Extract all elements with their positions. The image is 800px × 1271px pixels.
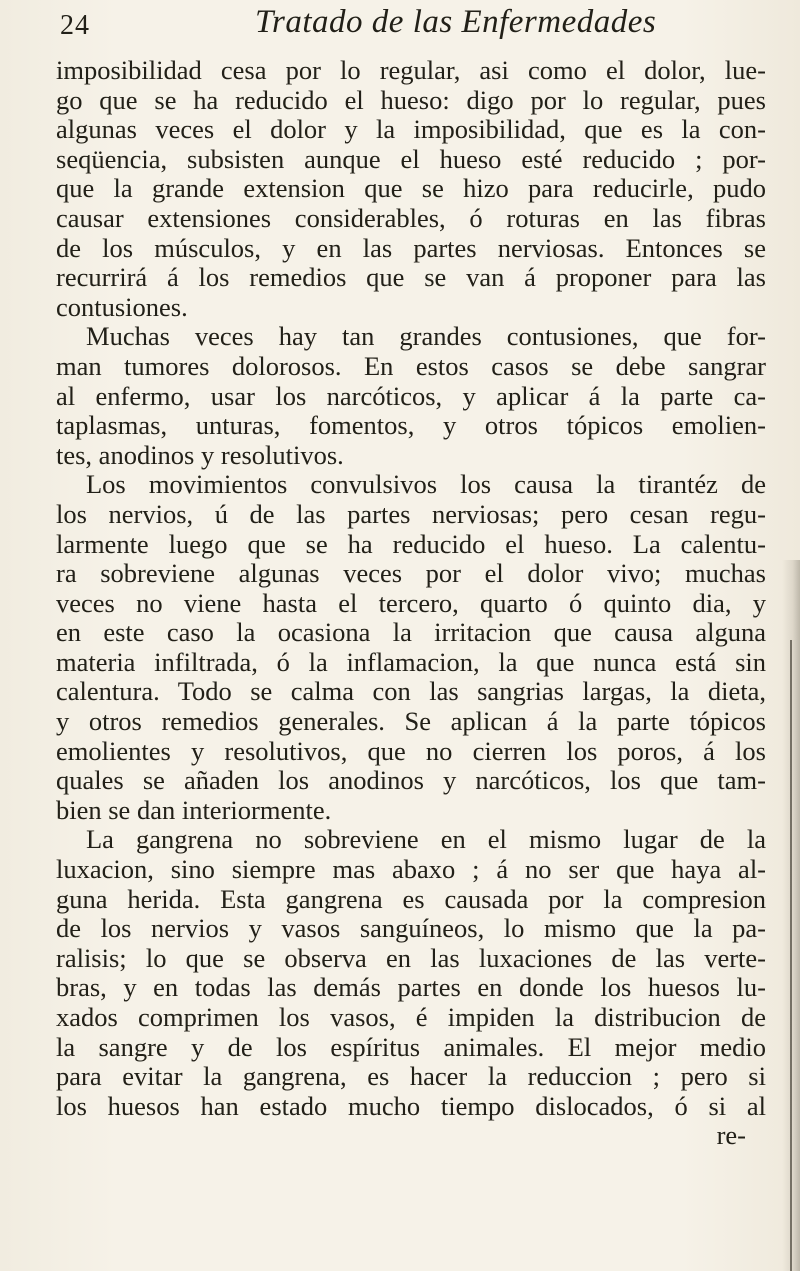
text-line: Los movimientos convulsivos los causa la tirantéz de (86, 469, 766, 500)
text-line: taplasmas, unturas, fomentos, y otros tópicos emolien- (56, 410, 766, 441)
catchword: re- (716, 1120, 746, 1151)
text-line: contusiones. (56, 291, 188, 322)
running-title: Tratado de las Enfermedades (255, 4, 657, 40)
body-text (56, 56, 766, 1151)
text-line: larmente luego que se ha reducido el hueso. La calentu- (56, 528, 766, 559)
text-line: luxacion, sino siempre mas abaxo ; á no ser que haya al- (56, 854, 766, 885)
text-line: xados comprimen los vasos, é impiden la distribucion de (56, 1002, 766, 1032)
text-line: de los músculos, y en las partes nerviosas. Entonces se (56, 232, 766, 263)
text-line: en este caso la ocasiona la irritacion que causa alguna (56, 617, 766, 648)
text-line: emolientes y resolutivos, que no cierren los poros, á los (56, 735, 766, 766)
text-line: La gangrena no sobreviene en el mismo lugar de la (86, 824, 766, 855)
text-line: recurrirá á los remedios que se van á proponer para las (56, 262, 766, 293)
text-line: que la grande extension que se hizo para reducirle, pudo (56, 173, 766, 204)
text-line: Muchas veces hay tan grandes contusiones, que for- (86, 321, 766, 352)
text-line: la sangre y de los espíritus animales. El mejor medio (56, 1031, 766, 1062)
text-line: los nervios, ú de las partes nerviosas; pero cesan regu- (56, 498, 766, 529)
text-line: los huesos han estado mucho tiempo dislocados, ó si al (56, 1090, 766, 1121)
text-line: de los nervios y vasos sanguíneos, lo mismo que la pa- (56, 913, 766, 944)
text-line: ralisis; lo que se observa en las luxaciones de las verte- (56, 942, 766, 973)
text-line: go que se ha reducido el hueso: digo por lo regular, pues (56, 84, 766, 115)
text-line: calentura. Todo se calma con las sangrias largas, la dieta, (56, 676, 766, 707)
text-line: y otros remedios generales. Se aplican á la parte tópicos (56, 706, 766, 737)
text-line: tes, anodinos y resolutivos. (56, 439, 344, 470)
text-line: ra sobreviene algunas veces por el dolor vivo; muchas (56, 558, 766, 589)
text-line: veces no viene hasta el tercero, quarto ó quinto dia, y (56, 587, 766, 618)
text-line: man tumores dolorosos. En estos casos se debe sangrar (56, 350, 766, 381)
text-line: algunas veces el dolor y la imposibilidad, que es la con- (56, 114, 766, 145)
text-line: imposibilidad cesa por lo regular, asi como el dolor, lue- (56, 55, 766, 85)
text-line: quales se añaden los anodinos y narcóticos, los que tam- (56, 765, 766, 796)
text-line: bien se dan interiormente. (56, 794, 332, 825)
page-number: 24 (60, 10, 90, 41)
text-line: seqüencia, subsisten aunque el hueso esté reducido ; por- (56, 143, 766, 174)
page-header (60, 4, 760, 48)
text-line: materia infiltrada, ó la inflamacion, la que nunca está sin (56, 646, 766, 677)
text-line: causar extensiones considerables, ó roturas en las fibras (56, 202, 766, 233)
page-edge-line (790, 640, 792, 1271)
text-line: al enfermo, usar los narcóticos, y aplicar á la parte ca- (56, 380, 766, 411)
text-line: para evitar la gangrena, es hacer la reduccion ; pero si (56, 1061, 766, 1092)
text-line: guna herida. Esta gangrena es causada por la compresion (56, 883, 766, 914)
text-line: bras, y en todas las demás partes en donde los huesos lu- (56, 972, 766, 1003)
